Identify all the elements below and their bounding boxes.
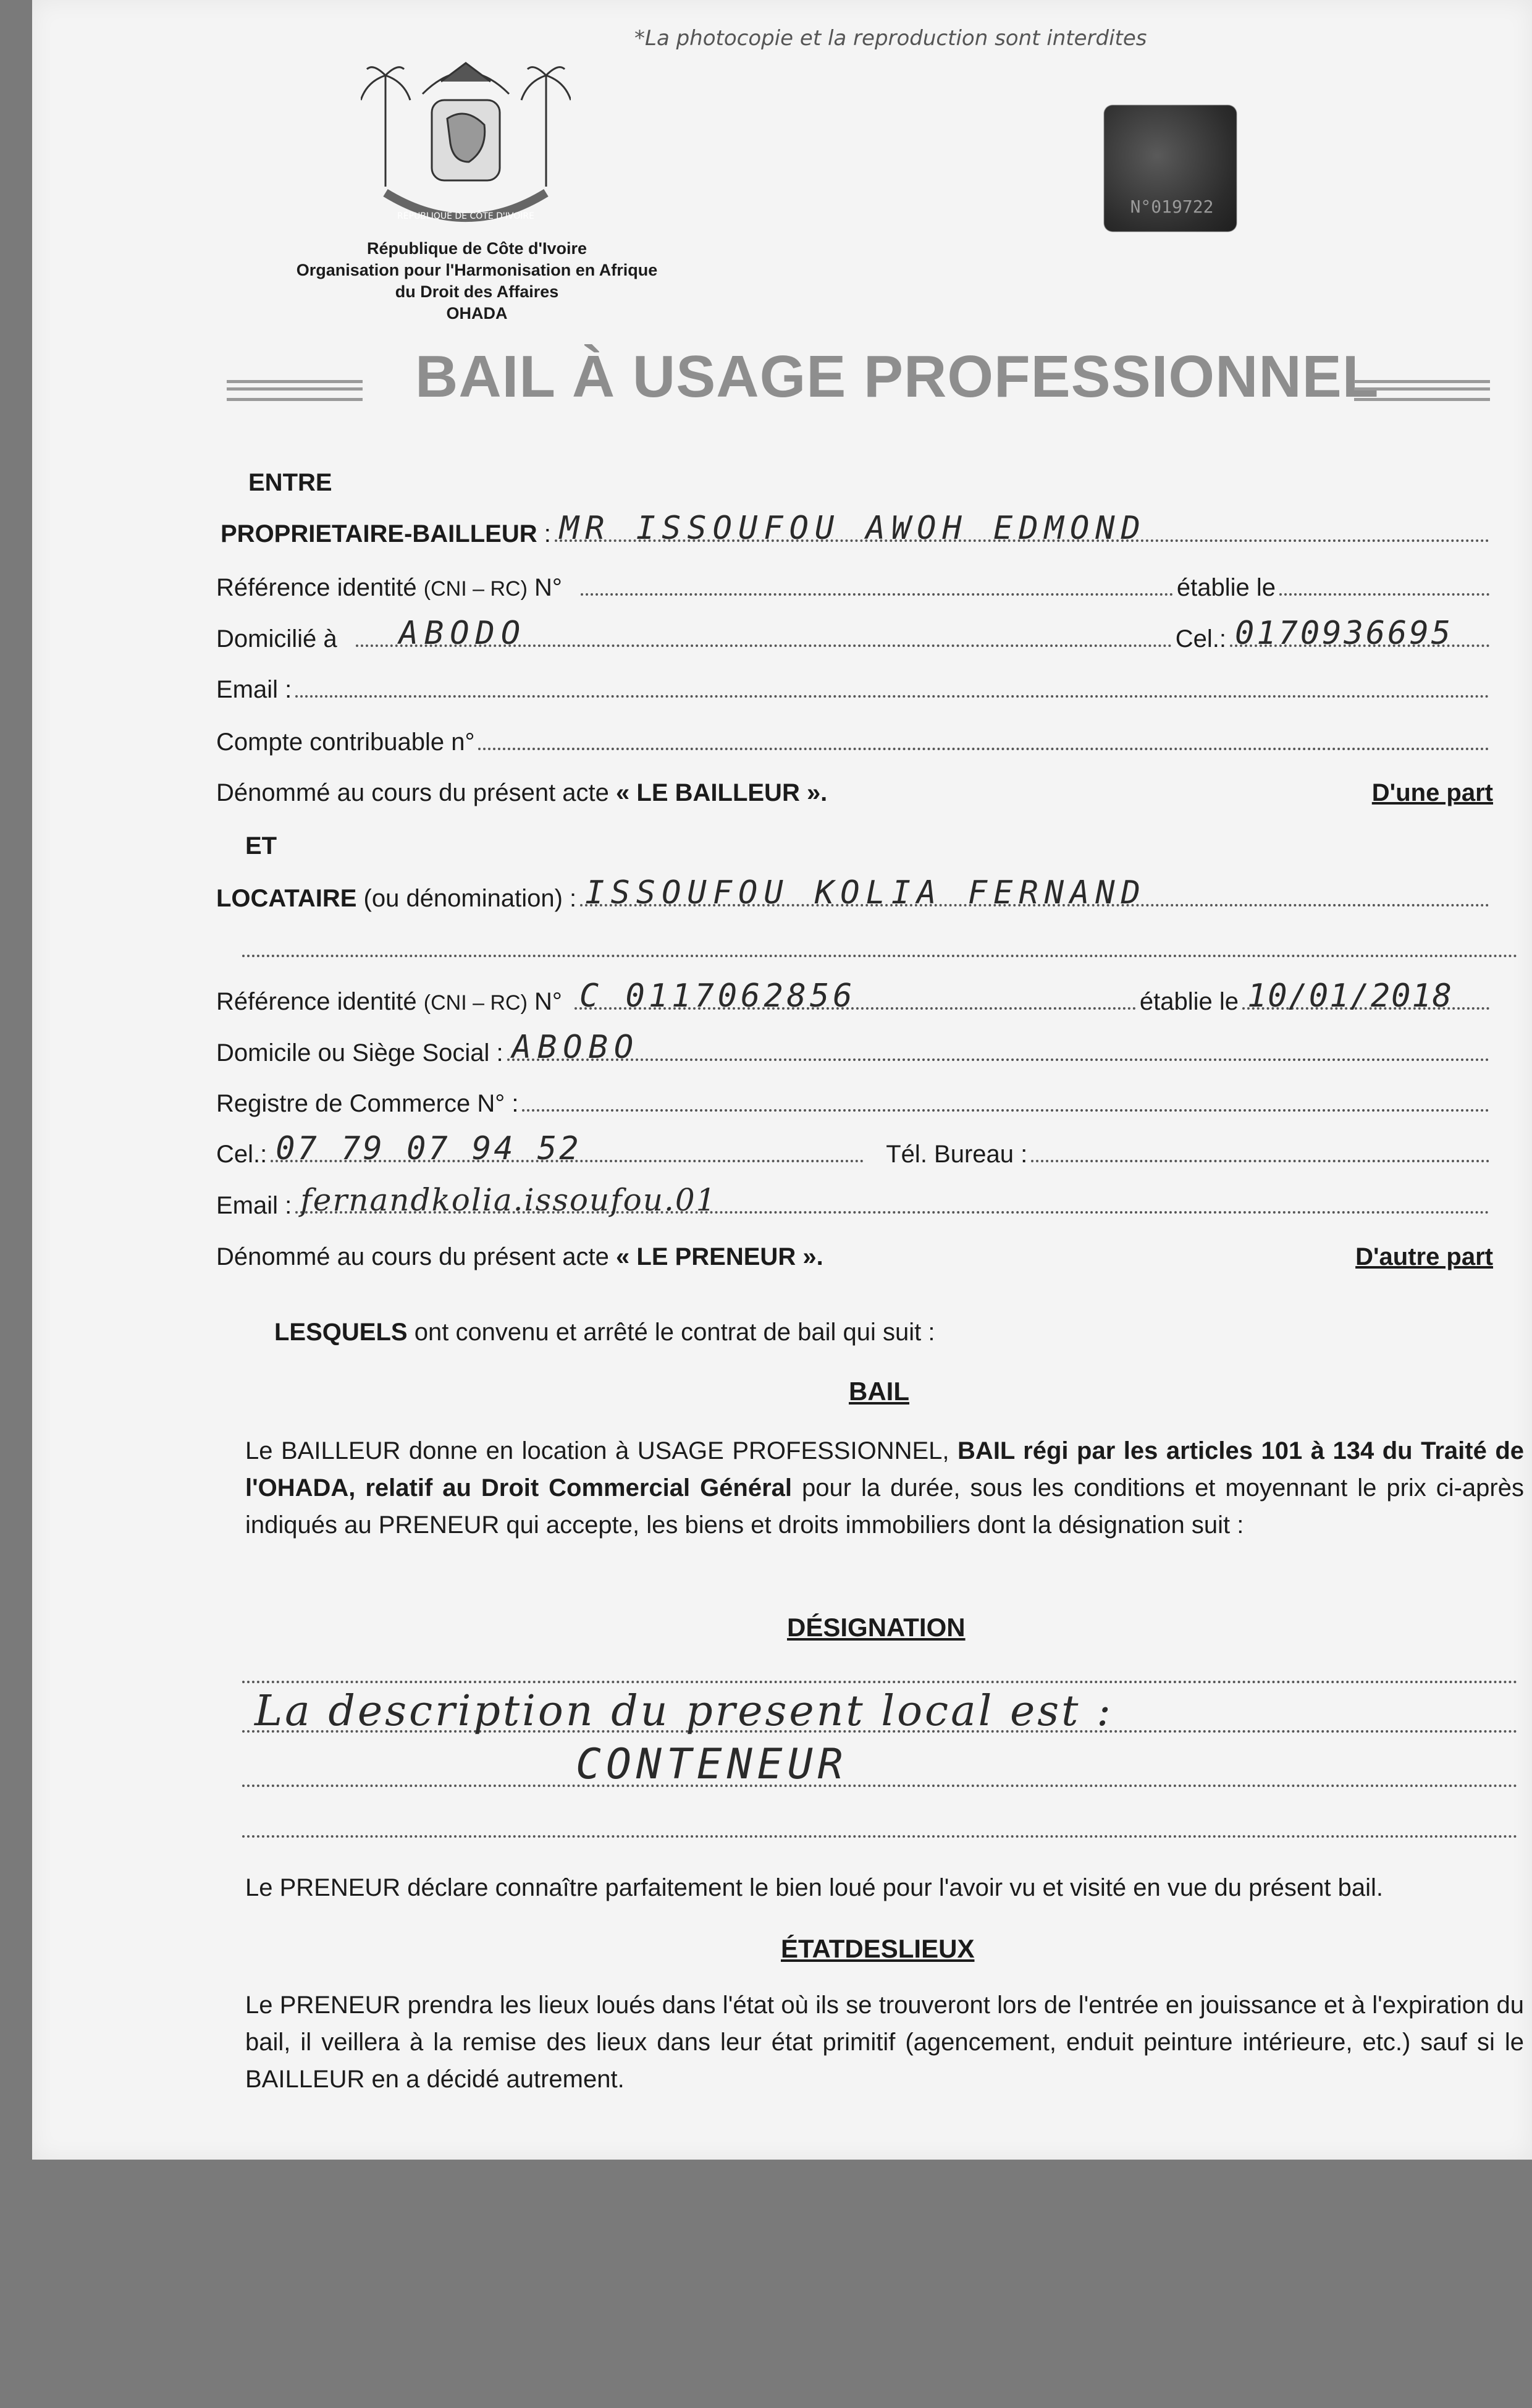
designation-line-4[interactable] <box>242 1835 1518 1838</box>
title-decor-left <box>227 380 363 401</box>
bailleur-cel-field[interactable] <box>1230 615 1489 652</box>
dune-part-label: D'une part <box>1371 779 1493 806</box>
bailleur-ref-line: Référence identité (CNI – RC) N° établie le <box>216 572 1493 605</box>
locataire-label: LOCATAIRE <box>216 885 357 912</box>
bailleur-email-field[interactable] <box>295 695 1489 698</box>
bail-heading: BAIL <box>849 1377 909 1406</box>
preneur-domicile-field[interactable] <box>507 1029 1489 1066</box>
designation-line-1[interactable] <box>242 1681 1518 1683</box>
preneur-name-line: LOCATAIRE (ou dénomination) : ISSOUFOU KOLIA FERNAND <box>216 882 1493 915</box>
preneur-email-value: fernandkolia.issoufou.01 <box>300 1182 717 1218</box>
bailleur-domicile-value: ABODO <box>398 615 527 652</box>
coat-of-arms-emblem <box>361 57 571 242</box>
title-decor-right <box>1354 380 1490 401</box>
emblem-ribbon-text: RÉPUBLIQUE DE CÔTE D'IVOIRE <box>397 211 534 221</box>
dautre-part-label: D'autre part <box>1355 1243 1493 1270</box>
org-line-3: du Droit des Affaires <box>395 282 559 301</box>
bailleur-label: PROPRIETAIRE-BAILLEUR <box>221 520 537 547</box>
preneur-etablie-field[interactable] <box>1242 978 1489 1015</box>
bailleur-ref-field[interactable] <box>581 593 1173 596</box>
entre-label: ENTRE <box>248 469 332 496</box>
designation-paragraph: Le PRENEUR déclare connaître parfaitement le bien loué pour l'avoir vu et visité en vue du présent bail. <box>245 1874 1383 1901</box>
document-page <box>32 0 1532 2160</box>
bailleur-domicile-line: Domicilié à ABODO Cel.: 0170936695 <box>216 623 1493 655</box>
designation-heading: DÉSIGNATION <box>787 1613 966 1642</box>
org-line-1: République de Côte d'Ivoire <box>367 239 587 258</box>
lesquels-line: LESQUELS ont convenu et arrêté le contrat de bail qui suit : <box>274 1319 935 1346</box>
et-label: ET <box>245 832 277 860</box>
bailleur-compte-field[interactable] <box>478 747 1489 750</box>
preneur-denomme-line: Dénommé au cours du présent acte « LE PRENEUR ». D'autre part <box>216 1241 1493 1273</box>
bail-paragraph: Le BAILLEUR donne en location à USAGE PROFESSIONNEL, BAIL régi par les articles 101 à 134 du Traité de l'OHADA, relatif au Droit Commercial Général pour la durée, sous les conditions et moyennant le prix ci-après indiqués au PRENEUR qui accepte, les biens et droits immobiliers dont la désignation suit : <box>245 1437 1524 1539</box>
bailleur-compte-line: Compte contribuable n° <box>216 726 1493 758</box>
preneur-cel-line: Cel.: 07 79 07 94 52 Tél. Bureau : <box>216 1138 1493 1170</box>
preneur-tel-field[interactable] <box>1031 1159 1489 1162</box>
preneur-cel-value: 07 79 07 94 52 <box>276 1130 581 1167</box>
stamp-number: N°019722 <box>1130 196 1214 217</box>
copy-notice: *La photocopie et la reproduction sont interdites <box>634 26 1147 51</box>
preneur-etablie-value: 10/01/2018 <box>1247 978 1454 1015</box>
document-title: BAIL À USAGE PROFESSIONNEL <box>415 344 1379 410</box>
designation-line-3[interactable] <box>242 1785 1518 1787</box>
preneur-domicile-value: ABOBO <box>511 1029 640 1066</box>
preneur-ref-line: Référence identité (CNI – RC) N° C 0117062856 établie le 10/01/2018 <box>216 986 1493 1019</box>
organization-header <box>245 238 709 324</box>
bailleur-cel-value: 0170936695 <box>1235 615 1454 652</box>
bailleur-name-line: PROPRIETAIRE-BAILLEUR : MR ISSOUFOU AWOH EDMOND <box>221 518 1493 550</box>
bailleur-denomme-line: Dénommé au cours du présent acte « LE BAILLEUR ». D'une part <box>216 777 1493 809</box>
org-line-4: OHADA <box>446 304 508 323</box>
preneur-email-line: Email : fernandkolia.issoufou.01 <box>216 1189 1493 1222</box>
preneur-registre-field[interactable] <box>522 1109 1489 1112</box>
etat-heading: ÉTATDESLIEUX <box>781 1934 975 1963</box>
preneur-ref-field[interactable] <box>574 978 1136 1015</box>
bailleur-name-value: MR ISSOUFOU AWOH EDMOND <box>559 510 1147 547</box>
preneur-ref-value: C 0117062856 <box>579 978 856 1015</box>
bailleur-email-line: Email : <box>216 674 1493 706</box>
org-line-2: Organisation pour l'Harmonisation en Afrique <box>296 261 658 279</box>
preneur-domicile-line: Domicile ou Siège Social : ABOBO <box>216 1037 1493 1069</box>
preneur-name-value: ISSOUFOU KOLIA FERNAND <box>585 874 1147 911</box>
etat-paragraph: Le PRENEUR prendra les lieux loués dans l'état où ils se trouveront lors de l'entrée en jouissance et à l'expiration du bail, il veillera à la remise des lieux dans leur état primitif (agencement, enduit peinture intérieure, etc.) sauf si le BAILLEUR en a décidé autrement. <box>245 1992 1524 2093</box>
designation-handwriting-2: CONTENEUR <box>576 1740 848 1789</box>
designation-handwriting-1: La description du present local est : <box>255 1687 1114 1736</box>
preneur-name-extra-line[interactable] <box>242 955 1518 957</box>
bailleur-etablie-field[interactable] <box>1279 593 1489 596</box>
preneur-registre-line: Registre de Commerce N° : <box>216 1088 1493 1120</box>
